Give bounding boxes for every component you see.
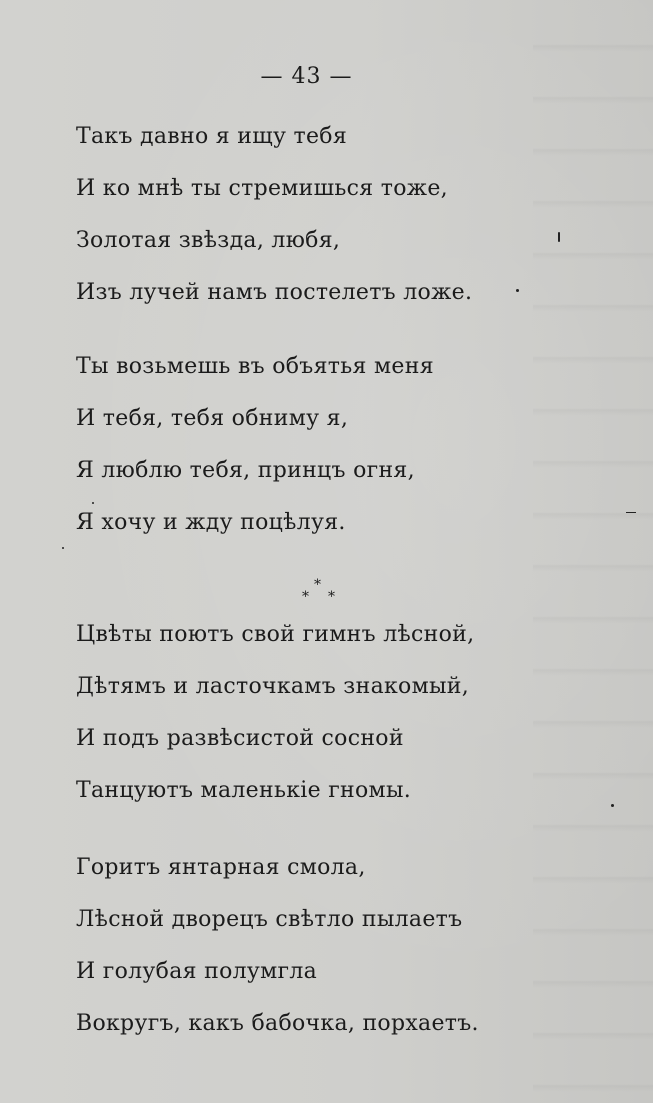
stanza-separator bbox=[300, 578, 344, 608]
poem-line: Горитъ янтарная смола, bbox=[76, 855, 366, 880]
paper-speck bbox=[516, 289, 519, 292]
paper-speck bbox=[92, 502, 94, 504]
poem-line: Цвѣты поютъ свой гимнъ лѣсной, bbox=[76, 622, 475, 647]
poem-line: Золотая звѣзда, любя, bbox=[76, 228, 341, 253]
poem-line: И ко мнѣ ты стремишься тоже, bbox=[76, 176, 448, 201]
bleed-through-shadow bbox=[533, 0, 653, 1103]
poem-line: Дѣтямъ и ласточкамъ знакомый, bbox=[76, 674, 470, 699]
poem-line: Вокругъ, какъ бабочка, порхаетъ. bbox=[76, 1011, 479, 1036]
poem-line: Лѣсной дворецъ свѣтло пылаетъ bbox=[76, 907, 463, 932]
poem-line: Танцуютъ маленькіе гномы. bbox=[76, 778, 412, 803]
paper-speck bbox=[626, 512, 636, 513]
poem-line: И тебя, тебя обниму я, bbox=[76, 406, 349, 431]
stanza-2 bbox=[76, 356, 434, 536]
poem-line: Ты возьмешь въ объятья меня bbox=[76, 354, 434, 379]
paper-speck bbox=[611, 804, 614, 807]
paper-speck bbox=[558, 232, 560, 242]
stanza-1 bbox=[76, 126, 472, 306]
poem-line: Изъ лучей намъ постелетъ ложе. bbox=[76, 280, 473, 305]
poem-line: Такъ давно я ищу тебя bbox=[76, 124, 348, 149]
asterisk: * bbox=[302, 589, 309, 605]
stanza-4 bbox=[76, 857, 479, 1037]
poem-line: Я хочу и жду поцѣлуя. bbox=[76, 510, 346, 535]
poem-line: И голубая полумгла bbox=[76, 959, 318, 984]
stanza-3 bbox=[76, 624, 474, 804]
asterisk: * bbox=[328, 589, 335, 605]
poem-line: И подъ развѣсистой сосной bbox=[76, 726, 404, 751]
paper-speck bbox=[62, 547, 64, 549]
poem-line: Я люблю тебя, принцъ огня, bbox=[76, 458, 415, 483]
asterisk: * bbox=[314, 577, 321, 593]
page-number: — 43 — bbox=[260, 64, 353, 89]
